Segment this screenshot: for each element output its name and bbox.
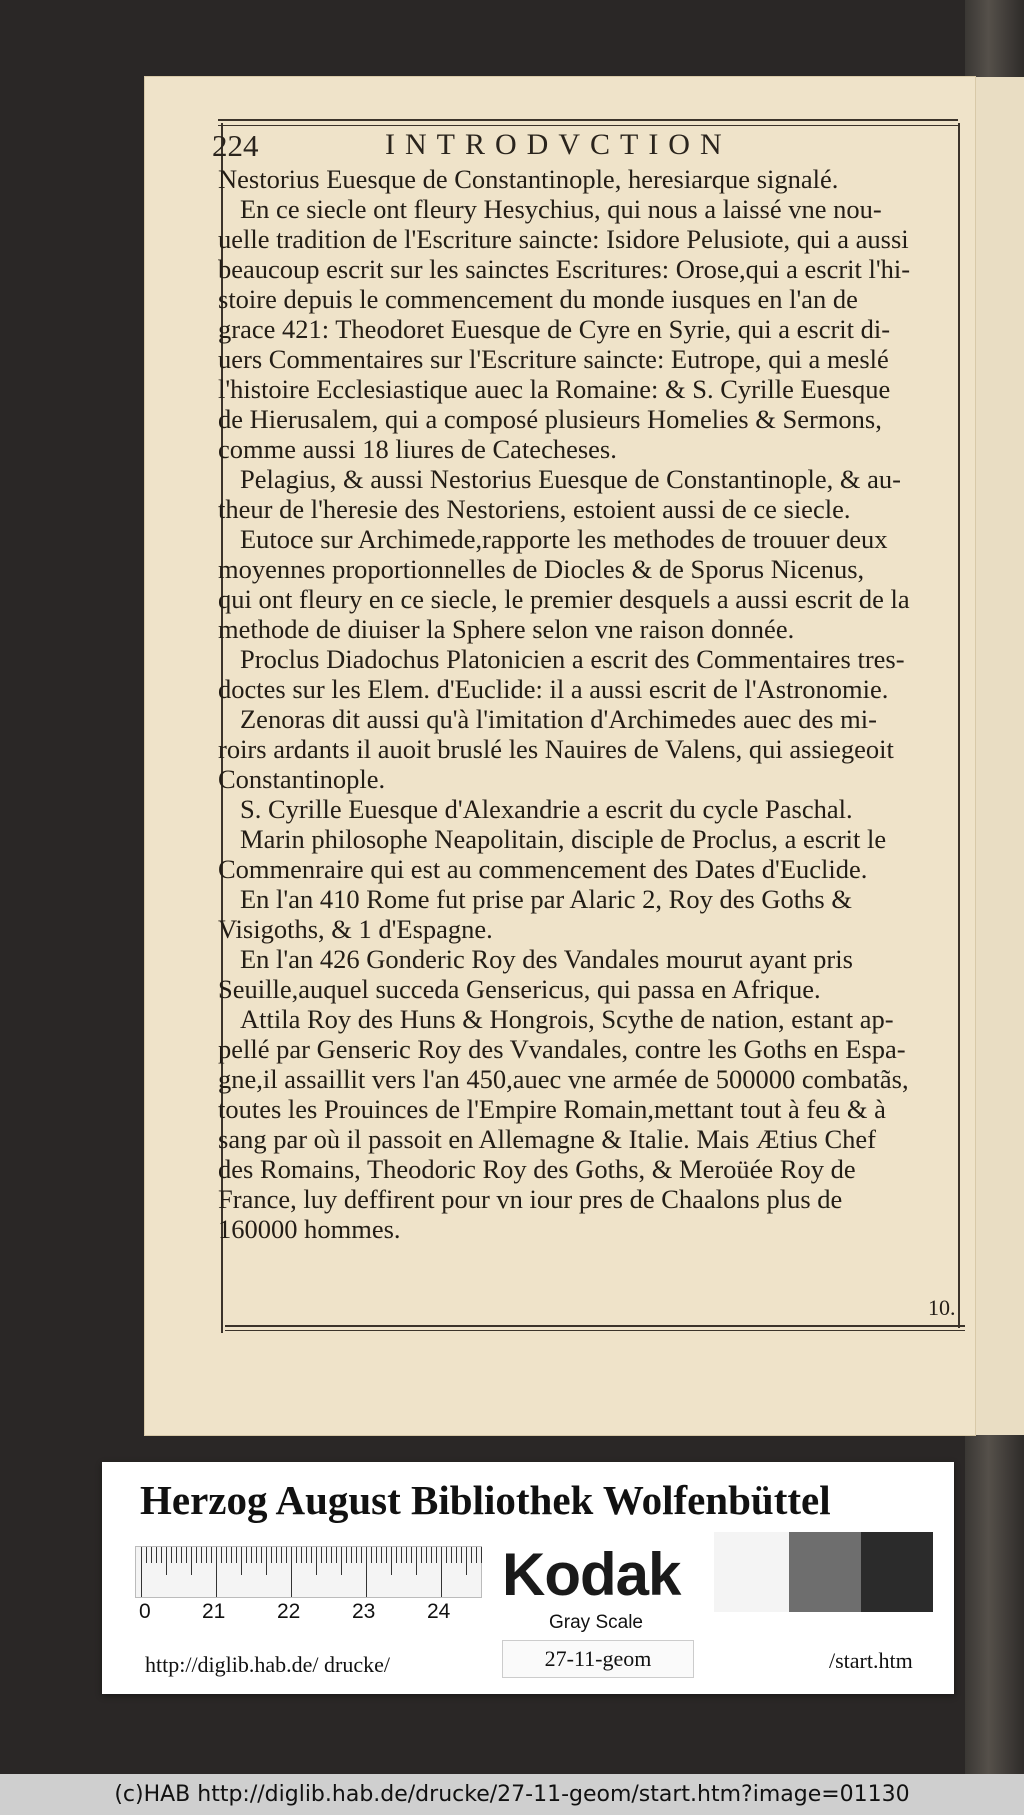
ruler-tick bbox=[481, 1547, 482, 1563]
ruler-tick bbox=[471, 1547, 472, 1563]
ruler-tick bbox=[461, 1547, 462, 1563]
ruler-number: 24 bbox=[427, 1600, 451, 1623]
ruler-tick bbox=[321, 1547, 322, 1563]
ruler-scale bbox=[135, 1546, 482, 1598]
text-line: methode de diuiser la Sphere selon vne raison donnée. bbox=[218, 614, 795, 644]
ruler-tick bbox=[246, 1547, 247, 1563]
ruler-tick bbox=[386, 1547, 387, 1563]
url-part-3: /start.htm bbox=[829, 1648, 913, 1673]
ruler-tick bbox=[141, 1547, 142, 1597]
text-line: Eutoce sur Archimede,rapporte les methodes de trouuer deux bbox=[240, 524, 888, 554]
text-line: stoire depuis le commencement du monde iusques en l'an de bbox=[218, 284, 858, 314]
ruler-tick bbox=[251, 1547, 252, 1563]
ruler-number: 21 bbox=[202, 1600, 226, 1623]
gray-patch-dark bbox=[861, 1532, 933, 1612]
top-border-rule bbox=[218, 119, 958, 126]
ruler-tick bbox=[206, 1547, 207, 1563]
ruler-tick bbox=[146, 1547, 147, 1563]
page-number: 224 bbox=[212, 128, 259, 163]
text-line: comme aussi 18 liures de Catecheses. bbox=[218, 434, 617, 464]
text-line: grace 421: Theodoret Euesque de Cyre en Syrie, qui a escrit di- bbox=[218, 314, 891, 344]
ruler-tick bbox=[271, 1547, 272, 1563]
text-line: Visigoths, & 1 d'Espagne. bbox=[218, 914, 493, 944]
text-line: Marin philosophe Neapolitain, disciple de Proclus, a escrit le bbox=[240, 824, 887, 854]
ruler-tick bbox=[441, 1547, 442, 1597]
ruler-tick bbox=[216, 1547, 217, 1597]
ruler-tick bbox=[401, 1547, 402, 1563]
ruler-tick bbox=[176, 1547, 177, 1563]
text-line: Zenoras dit aussi qu'à l'imitation d'Archimedes auec des mi- bbox=[240, 704, 877, 734]
text-line: Commenraire qui est au commencement des Dates d'Euclide. bbox=[218, 854, 868, 884]
text-line: Nestorius Euesque de Constantinople, heresiarque signalé. bbox=[218, 164, 839, 194]
ruler-tick bbox=[336, 1547, 337, 1563]
text-line: gne,il assaillit vers l'an 450,auec vne armée de 500000 combatãs, bbox=[218, 1064, 909, 1094]
ruler-tick bbox=[196, 1547, 197, 1563]
text-line: Attila Roy des Huns & Hongrois, Scythe de nation, estant ap- bbox=[240, 1004, 894, 1034]
text-line: En ce siecle ont fleury Hesychius, qui nous a laissé vne nou- bbox=[240, 194, 882, 224]
ruler-tick bbox=[391, 1547, 392, 1575]
text-line: Seuille,auquel succeda Gensericus, qui passa en Afrique. bbox=[218, 974, 821, 1004]
ruler-tick bbox=[451, 1547, 452, 1563]
text-line: l'histoire Ecclesiastique auec la Romaine: & S. Cyrille Euesque bbox=[218, 374, 891, 404]
ruler-tick bbox=[421, 1547, 422, 1563]
text-line: roirs ardants il auoit bruslé les Nauires de Valens, qui assiegeoit bbox=[218, 734, 894, 764]
ruler-tick bbox=[426, 1547, 427, 1563]
ruler-number: 0 bbox=[139, 1600, 151, 1623]
running-title: INTRODVCTION bbox=[385, 128, 732, 161]
text-line: toutes les Prouinces de l'Empire Romain,mettant tout à feu & à bbox=[218, 1094, 886, 1124]
ruler-tick bbox=[371, 1547, 372, 1563]
ruler-tick bbox=[456, 1547, 457, 1563]
kodak-logo: Kodak bbox=[502, 1541, 681, 1608]
ruler-tick bbox=[256, 1547, 257, 1563]
gray-patch-mid bbox=[789, 1532, 861, 1612]
ruler-tick bbox=[221, 1547, 222, 1563]
ruler-tick bbox=[476, 1547, 477, 1563]
ruler-tick bbox=[166, 1547, 167, 1575]
ruler-tick bbox=[361, 1547, 362, 1563]
ruler-tick bbox=[436, 1547, 437, 1563]
ruler-tick bbox=[181, 1547, 182, 1563]
ruler-tick bbox=[231, 1547, 232, 1563]
ruler-tick bbox=[431, 1547, 432, 1563]
ruler-tick bbox=[351, 1547, 352, 1563]
ruler-tick bbox=[316, 1547, 317, 1575]
text-line: sang par où il passoit en Allemagne & Italie. Mais Ætius Chef bbox=[218, 1124, 876, 1154]
ruler-tick bbox=[366, 1547, 367, 1597]
bottom-border-rule bbox=[225, 1325, 965, 1331]
ruler-tick bbox=[331, 1547, 332, 1563]
body-text bbox=[218, 164, 964, 1244]
signature-mark: 10. bbox=[928, 1295, 956, 1320]
text-line: theur de l'heresie des Nestoriens, estoient aussi de ce siecle. bbox=[218, 494, 851, 524]
ruler-tick bbox=[266, 1547, 267, 1575]
text-line: En l'an 410 Rome fut prise par Alaric 2, Roy des Goths & bbox=[240, 884, 852, 914]
text-line: de Hierusalem, qui a composé plusieurs Homelies & Sermons, bbox=[218, 404, 882, 434]
text-line: beaucoup escrit sur les sainctes Escritures: Orose,qui a escrit l'hi- bbox=[218, 254, 911, 284]
url-part-2: 27-11-geom bbox=[502, 1640, 694, 1678]
text-line: Pelagius, & aussi Nestorius Euesque de Constantinople, & au- bbox=[240, 464, 901, 494]
ruler-tick bbox=[416, 1547, 417, 1575]
color-target-card bbox=[102, 1462, 954, 1694]
text-line: France, luy deffirent pour vn iour pres de Chaalons plus de bbox=[218, 1184, 843, 1214]
text-line: moyennes proportionnelles de Diocles & de Sporus Nicenus, bbox=[218, 554, 865, 584]
library-name: Herzog August Bibliothek Wolfenbüttel bbox=[140, 1477, 831, 1523]
gray-patch-light bbox=[714, 1532, 789, 1612]
ruler-tick bbox=[241, 1547, 242, 1575]
ruler-tick bbox=[286, 1547, 287, 1563]
ruler-tick bbox=[381, 1547, 382, 1563]
ruler-tick bbox=[161, 1547, 162, 1563]
ruler-tick bbox=[291, 1547, 292, 1597]
ruler-tick bbox=[406, 1547, 407, 1563]
ruler-tick bbox=[341, 1547, 342, 1575]
ruler-tick bbox=[186, 1547, 187, 1563]
text-line: qui ont fleury en ce siecle, le premier desquels a aussi escrit de la bbox=[218, 584, 910, 614]
ruler-tick bbox=[236, 1547, 237, 1563]
ruler-tick bbox=[356, 1547, 357, 1563]
text-line: 160000 hommes. bbox=[218, 1214, 401, 1244]
gray-scale-label: Gray Scale bbox=[549, 1612, 643, 1633]
ruler-tick bbox=[281, 1547, 282, 1563]
ruler-tick bbox=[396, 1547, 397, 1563]
ruler-tick bbox=[466, 1547, 467, 1575]
next-page-edge bbox=[968, 77, 1024, 1435]
ruler-tick bbox=[151, 1547, 152, 1563]
text-line: En l'an 426 Gonderic Roy des Vandales mourut ayant pris bbox=[240, 944, 853, 974]
ruler-tick bbox=[411, 1547, 412, 1563]
ruler-tick bbox=[226, 1547, 227, 1563]
text-line: doctes sur les Elem. d'Euclide: il a aussi escrit de l'Astronomie. bbox=[218, 674, 889, 704]
ruler-tick bbox=[306, 1547, 307, 1563]
ruler-tick bbox=[171, 1547, 172, 1563]
text-line: des Romains, Theodoric Roy des Goths, & Meroüée Roy de bbox=[218, 1154, 856, 1184]
ruler-tick bbox=[211, 1547, 212, 1563]
ruler-tick bbox=[191, 1547, 192, 1575]
ruler-tick bbox=[346, 1547, 347, 1563]
ruler-tick bbox=[156, 1547, 157, 1563]
ruler-tick bbox=[296, 1547, 297, 1563]
copyright-footer: (c)HAB http://diglib.hab.de/drucke/27-11-geom/start.htm?image=01130 bbox=[0, 1774, 1024, 1815]
text-line: uers Commentaires sur l'Escriture saincte: Eutrope, qui a meslé bbox=[218, 344, 889, 374]
text-line: Proclus Diadochus Platonicien a escrit des Commentaires tres- bbox=[240, 644, 905, 674]
url-part-1: http://diglib.hab.de/ drucke/ bbox=[145, 1652, 391, 1677]
ruler-tick bbox=[311, 1547, 312, 1563]
text-line: S. Cyrille Euesque d'Alexandrie a escrit du cycle Paschal. bbox=[240, 794, 853, 824]
ruler-tick bbox=[326, 1547, 327, 1563]
ruler-number: 23 bbox=[352, 1600, 376, 1623]
text-line: pellé par Genseric Roy des Vvandales, contre les Goths en Espa- bbox=[218, 1034, 906, 1064]
text-line: Constantinople. bbox=[218, 764, 386, 794]
ruler-tick bbox=[376, 1547, 377, 1563]
text-line: uelle tradition de l'Escriture saincte: Isidore Pelusiote, qui a aussi bbox=[218, 224, 909, 254]
ruler-tick bbox=[446, 1547, 447, 1563]
ruler-tick bbox=[301, 1547, 302, 1563]
ruler-tick bbox=[201, 1547, 202, 1563]
ruler-number: 22 bbox=[277, 1600, 301, 1623]
ruler-tick bbox=[261, 1547, 262, 1563]
ruler-tick bbox=[276, 1547, 277, 1563]
